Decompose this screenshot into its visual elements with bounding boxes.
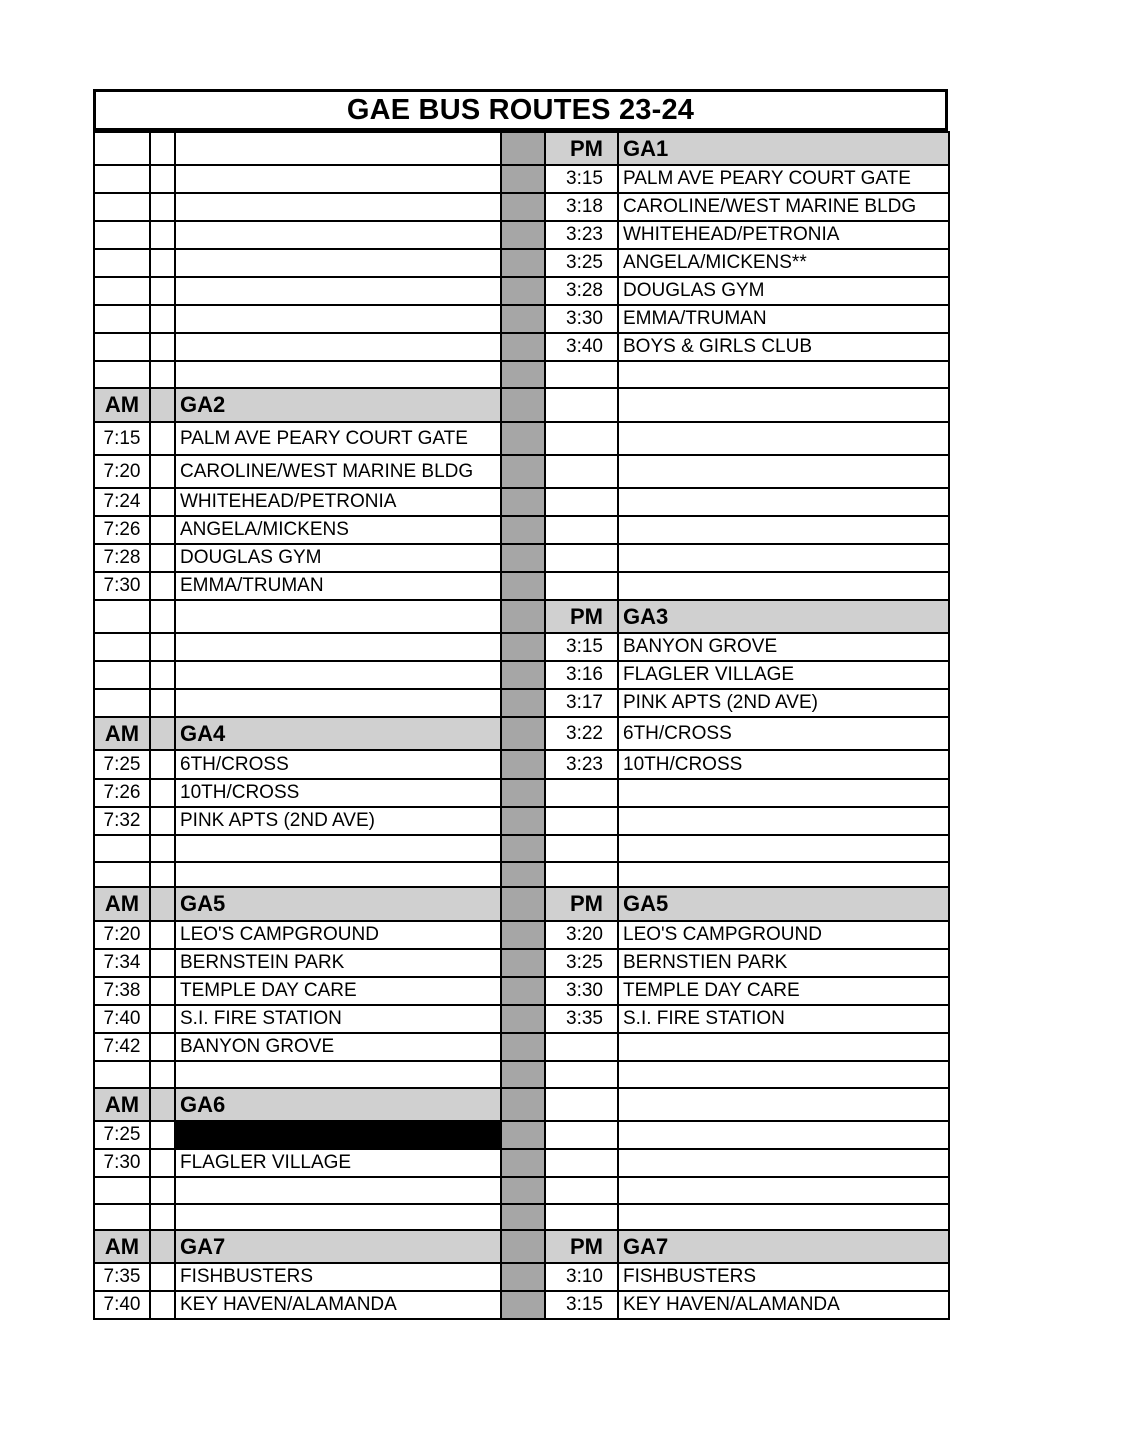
table-row: [94, 949, 949, 977]
table-row: [94, 600, 949, 633]
table-row: [94, 633, 949, 661]
pm-stop-name: DOUGLAS GYM: [618, 277, 949, 305]
pm-stop-name: EMMA/TRUMAN: [618, 305, 949, 333]
empty-cell: [94, 862, 150, 887]
empty-cell: [618, 572, 949, 600]
am-stop-name: TEMPLE DAY CARE: [175, 977, 501, 1005]
pm-route-name: GA1: [618, 132, 949, 165]
table-row: [94, 1204, 949, 1230]
empty-cell: [150, 1177, 175, 1204]
column-separator: [501, 388, 545, 422]
column-separator: [501, 249, 545, 277]
empty-cell: [175, 1177, 501, 1204]
column-separator: [501, 516, 545, 544]
table-row: [94, 572, 949, 600]
am-stop-name: ANGELA/MICKENS: [175, 516, 501, 544]
table-row: [94, 1230, 949, 1263]
empty-cell: [150, 600, 175, 633]
am-stop-name: DOUGLAS GYM: [175, 544, 501, 572]
empty-cell: [545, 1204, 618, 1230]
empty-cell: [618, 1033, 949, 1061]
empty-cell: [618, 1177, 949, 1204]
column-separator: [501, 977, 545, 1005]
column-separator: [501, 165, 545, 193]
am-period-label: AM: [94, 388, 150, 422]
column-separator: [501, 277, 545, 305]
empty-cell: [94, 305, 150, 333]
empty-cell: [150, 132, 175, 165]
empty-cell: [94, 689, 150, 717]
am-stop-time: 7:40: [94, 1291, 150, 1319]
column-separator: [501, 333, 545, 361]
pm-stop-time: 3:23: [545, 221, 618, 249]
empty-cell: [150, 361, 175, 388]
table-row: [94, 779, 949, 807]
table-row: [94, 333, 949, 361]
pm-stop-time: 3:16: [545, 661, 618, 689]
am-period-label: AM: [94, 717, 150, 750]
empty-cell: [618, 779, 949, 807]
empty-cell: [618, 1061, 949, 1088]
am-stop-name: WHITEHEAD/PETRONIA: [175, 488, 501, 516]
empty-cell: [545, 572, 618, 600]
pm-stop-time: 3:35: [545, 1005, 618, 1033]
pm-stop-time: 3:20: [545, 921, 618, 949]
am-stop-time: 7:28: [94, 544, 150, 572]
am-stop-name: EMMA/TRUMAN: [175, 572, 501, 600]
empty-cell: [175, 305, 501, 333]
am-spacer-cell: [150, 488, 175, 516]
column-separator: [501, 1149, 545, 1177]
empty-cell: [150, 165, 175, 193]
am-stop-name: S.I. FIRE STATION: [175, 1005, 501, 1033]
empty-cell: [150, 277, 175, 305]
pm-period-label: PM: [545, 600, 618, 633]
column-separator: [501, 1121, 545, 1149]
column-separator: [501, 600, 545, 633]
am-spacer-cell: [150, 1088, 175, 1121]
empty-cell: [175, 862, 501, 887]
empty-cell: [175, 165, 501, 193]
pm-route-name: GA7: [618, 1230, 949, 1263]
table-row: [94, 422, 949, 455]
am-stop-time: 7:26: [94, 516, 150, 544]
empty-cell: [618, 835, 949, 862]
am-stop-name: BERNSTEIN PARK: [175, 949, 501, 977]
empty-cell: [618, 516, 949, 544]
pm-stop-name: 10TH/CROSS: [618, 750, 949, 779]
pm-stop-name: KEY HAVEN/ALAMANDA: [618, 1291, 949, 1319]
column-separator: [501, 1291, 545, 1319]
column-separator: [501, 661, 545, 689]
pm-stop-name: S.I. FIRE STATION: [618, 1005, 949, 1033]
pm-stop-time: 3:23: [545, 750, 618, 779]
empty-cell: [175, 277, 501, 305]
am-spacer-cell: [150, 422, 175, 455]
empty-cell: [545, 862, 618, 887]
pm-stop-name: BANYON GROVE: [618, 633, 949, 661]
pm-stop-time: 3:40: [545, 333, 618, 361]
empty-cell: [150, 221, 175, 249]
empty-cell: [175, 835, 501, 862]
empty-cell: [618, 361, 949, 388]
empty-cell: [618, 455, 949, 488]
empty-cell: [545, 1061, 618, 1088]
am-spacer-cell: [150, 516, 175, 544]
am-period-label: AM: [94, 1230, 150, 1263]
empty-cell: [545, 807, 618, 835]
empty-cell: [150, 661, 175, 689]
table-row: [94, 516, 949, 544]
am-stop-time: 7:24: [94, 488, 150, 516]
empty-cell: [94, 661, 150, 689]
am-stop-time: 7:26: [94, 779, 150, 807]
redacted-stop-cell: [175, 1121, 501, 1149]
empty-cell: [618, 807, 949, 835]
empty-cell: [150, 862, 175, 887]
pm-stop-name: LEO'S CAMPGROUND: [618, 921, 949, 949]
table-row: [94, 221, 949, 249]
empty-cell: [545, 1121, 618, 1149]
table-row: [94, 1291, 949, 1319]
table-row: [94, 862, 949, 887]
am-stop-time: 7:20: [94, 455, 150, 488]
am-spacer-cell: [150, 1291, 175, 1319]
am-stop-name: CAROLINE/WEST MARINE BLDG: [175, 455, 501, 488]
empty-cell: [618, 1121, 949, 1149]
am-period-label: AM: [94, 887, 150, 921]
pm-stop-time: 3:30: [545, 305, 618, 333]
empty-cell: [150, 1061, 175, 1088]
routes-table: [93, 131, 950, 1320]
pm-stop-name: TEMPLE DAY CARE: [618, 977, 949, 1005]
table-row: [94, 132, 949, 165]
am-stop-time: 7:25: [94, 750, 150, 779]
empty-cell: [545, 388, 618, 422]
empty-cell: [618, 488, 949, 516]
empty-cell: [150, 1204, 175, 1230]
table-row: [94, 661, 949, 689]
column-separator: [501, 1177, 545, 1204]
empty-cell: [150, 193, 175, 221]
table-row: [94, 1061, 949, 1088]
table-row: [94, 455, 949, 488]
empty-cell: [94, 361, 150, 388]
table-row: [94, 1005, 949, 1033]
empty-cell: [175, 132, 501, 165]
table-row: [94, 544, 949, 572]
pm-stop-time: 3:25: [545, 249, 618, 277]
table-row: [94, 388, 949, 422]
table-row: [94, 835, 949, 862]
column-separator: [501, 887, 545, 921]
column-separator: [501, 1088, 545, 1121]
am-spacer-cell: [150, 544, 175, 572]
am-route-name: GA7: [175, 1230, 501, 1263]
table-row: [94, 1149, 949, 1177]
empty-cell: [150, 249, 175, 277]
table-row: [94, 977, 949, 1005]
table-row: [94, 1121, 949, 1149]
empty-cell: [94, 600, 150, 633]
empty-cell: [94, 1204, 150, 1230]
empty-cell: [545, 1033, 618, 1061]
am-spacer-cell: [150, 1033, 175, 1061]
column-separator: [501, 807, 545, 835]
empty-cell: [94, 835, 150, 862]
am-stop-time: 7:42: [94, 1033, 150, 1061]
am-spacer-cell: [150, 1263, 175, 1291]
am-spacer-cell: [150, 1149, 175, 1177]
table-row: [94, 193, 949, 221]
am-spacer-cell: [150, 1230, 175, 1263]
pm-stop-time: 3:15: [545, 1291, 618, 1319]
empty-cell: [150, 835, 175, 862]
empty-cell: [150, 689, 175, 717]
pm-route-name: GA3: [618, 600, 949, 633]
bus-routes-sheet: [93, 89, 948, 1320]
column-separator: [501, 488, 545, 516]
am-stop-time: 7:38: [94, 977, 150, 1005]
am-route-name: GA6: [175, 1088, 501, 1121]
empty-cell: [545, 488, 618, 516]
pm-period-label: PM: [545, 132, 618, 165]
column-separator: [501, 1005, 545, 1033]
pm-stop-name: CAROLINE/WEST MARINE BLDG: [618, 193, 949, 221]
column-separator: [501, 862, 545, 887]
table-row: [94, 488, 949, 516]
pm-stop-time: 3:15: [545, 633, 618, 661]
column-separator: [501, 544, 545, 572]
table-row: [94, 887, 949, 921]
pm-stop-time: 3:25: [545, 949, 618, 977]
table-row: [94, 249, 949, 277]
empty-cell: [94, 333, 150, 361]
empty-cell: [150, 633, 175, 661]
am-stop-time: 7:30: [94, 1149, 150, 1177]
pm-stop-time: 3:18: [545, 193, 618, 221]
column-separator: [501, 1061, 545, 1088]
am-period-label: AM: [94, 1088, 150, 1121]
pm-stop-name: PINK APTS (2ND AVE): [618, 689, 949, 717]
table-row: [94, 1263, 949, 1291]
am-spacer-cell: [150, 455, 175, 488]
empty-cell: [618, 422, 949, 455]
column-separator: [501, 1033, 545, 1061]
am-spacer-cell: [150, 887, 175, 921]
empty-cell: [94, 1061, 150, 1088]
am-spacer-cell: [150, 977, 175, 1005]
column-separator: [501, 305, 545, 333]
pm-stop-name: 6TH/CROSS: [618, 717, 949, 750]
column-separator: [501, 361, 545, 388]
pm-stop-name: PALM AVE PEARY COURT GATE: [618, 165, 949, 193]
empty-cell: [175, 249, 501, 277]
column-separator: [501, 455, 545, 488]
pm-route-name: GA5: [618, 887, 949, 921]
pm-stop-name: BERNSTIEN PARK: [618, 949, 949, 977]
empty-cell: [94, 165, 150, 193]
column-separator: [501, 689, 545, 717]
column-separator: [501, 717, 545, 750]
am-stop-name: LEO'S CAMPGROUND: [175, 921, 501, 949]
empty-cell: [545, 779, 618, 807]
pm-period-label: PM: [545, 887, 618, 921]
column-separator: [501, 422, 545, 455]
empty-cell: [545, 1088, 618, 1121]
table-row: [94, 361, 949, 388]
column-separator: [501, 633, 545, 661]
empty-cell: [545, 835, 618, 862]
empty-cell: [175, 193, 501, 221]
pm-stop-time: 3:17: [545, 689, 618, 717]
pm-stop-time: 3:10: [545, 1263, 618, 1291]
empty-cell: [94, 633, 150, 661]
am-route-name: GA4: [175, 717, 501, 750]
empty-cell: [175, 361, 501, 388]
column-separator: [501, 921, 545, 949]
empty-cell: [175, 221, 501, 249]
pm-stop-time: 3:15: [545, 165, 618, 193]
empty-cell: [175, 1061, 501, 1088]
empty-cell: [94, 221, 150, 249]
am-stop-name: FLAGLER VILLAGE: [175, 1149, 501, 1177]
column-separator: [501, 193, 545, 221]
am-spacer-cell: [150, 572, 175, 600]
column-separator: [501, 835, 545, 862]
am-stop-name: 10TH/CROSS: [175, 779, 501, 807]
page-title: GAE BUS ROUTES 23-24: [93, 89, 948, 131]
pm-stop-time: 3:30: [545, 977, 618, 1005]
empty-cell: [545, 361, 618, 388]
am-spacer-cell: [150, 949, 175, 977]
am-stop-time: 7:34: [94, 949, 150, 977]
table-row: [94, 921, 949, 949]
table-row: [94, 277, 949, 305]
column-separator: [501, 750, 545, 779]
empty-cell: [94, 193, 150, 221]
column-separator: [501, 1263, 545, 1291]
column-separator: [501, 779, 545, 807]
empty-cell: [618, 1204, 949, 1230]
empty-cell: [175, 661, 501, 689]
pm-stop-name: FLAGLER VILLAGE: [618, 661, 949, 689]
table-row: [94, 689, 949, 717]
empty-cell: [150, 305, 175, 333]
empty-cell: [618, 544, 949, 572]
am-stop-name: BANYON GROVE: [175, 1033, 501, 1061]
empty-cell: [545, 544, 618, 572]
am-stop-name: FISHBUSTERS: [175, 1263, 501, 1291]
table-row: [94, 165, 949, 193]
column-separator: [501, 1230, 545, 1263]
column-separator: [501, 949, 545, 977]
empty-cell: [545, 422, 618, 455]
empty-cell: [175, 1204, 501, 1230]
empty-cell: [545, 1149, 618, 1177]
am-spacer-cell: [150, 921, 175, 949]
am-stop-time: 7:32: [94, 807, 150, 835]
am-stop-name: PINK APTS (2ND AVE): [175, 807, 501, 835]
am-spacer-cell: [150, 1005, 175, 1033]
am-spacer-cell: [150, 717, 175, 750]
am-stop-time: 7:35: [94, 1263, 150, 1291]
am-route-name: GA2: [175, 388, 501, 422]
pm-stop-time: 3:22: [545, 717, 618, 750]
table-row: [94, 750, 949, 779]
empty-cell: [150, 333, 175, 361]
empty-cell: [618, 862, 949, 887]
column-separator: [501, 572, 545, 600]
empty-cell: [545, 516, 618, 544]
am-stop-time: 7:15: [94, 422, 150, 455]
am-route-name: GA5: [175, 887, 501, 921]
empty-cell: [618, 388, 949, 422]
am-stop-name: KEY HAVEN/ALAMANDA: [175, 1291, 501, 1319]
am-spacer-cell: [150, 807, 175, 835]
am-spacer-cell: [150, 388, 175, 422]
am-stop-time: 7:40: [94, 1005, 150, 1033]
pm-stop-name: FISHBUSTERS: [618, 1263, 949, 1291]
empty-cell: [94, 1177, 150, 1204]
pm-stop-time: 3:28: [545, 277, 618, 305]
table-row: [94, 1033, 949, 1061]
empty-cell: [94, 249, 150, 277]
empty-cell: [618, 1149, 949, 1177]
pm-stop-name: BOYS & GIRLS CLUB: [618, 333, 949, 361]
empty-cell: [175, 689, 501, 717]
am-stop-name: 6TH/CROSS: [175, 750, 501, 779]
pm-stop-name: WHITEHEAD/PETRONIA: [618, 221, 949, 249]
table-row: [94, 1177, 949, 1204]
am-spacer-cell: [150, 779, 175, 807]
empty-cell: [175, 633, 501, 661]
table-row: [94, 807, 949, 835]
am-spacer-cell: [150, 1121, 175, 1149]
am-stop-time: 7:25: [94, 1121, 150, 1149]
pm-stop-name: ANGELA/MICKENS**: [618, 249, 949, 277]
column-separator: [501, 1204, 545, 1230]
table-row: [94, 717, 949, 750]
empty-cell: [175, 333, 501, 361]
empty-cell: [175, 600, 501, 633]
column-separator: [501, 132, 545, 165]
am-stop-name: PALM AVE PEARY COURT GATE: [175, 422, 501, 455]
empty-cell: [618, 1088, 949, 1121]
am-stop-time: 7:20: [94, 921, 150, 949]
column-separator: [501, 221, 545, 249]
table-row: [94, 305, 949, 333]
empty-cell: [94, 277, 150, 305]
empty-cell: [94, 132, 150, 165]
am-spacer-cell: [150, 750, 175, 779]
empty-cell: [545, 1177, 618, 1204]
pm-period-label: PM: [545, 1230, 618, 1263]
am-stop-time: 7:30: [94, 572, 150, 600]
empty-cell: [545, 455, 618, 488]
table-row: [94, 1088, 949, 1121]
